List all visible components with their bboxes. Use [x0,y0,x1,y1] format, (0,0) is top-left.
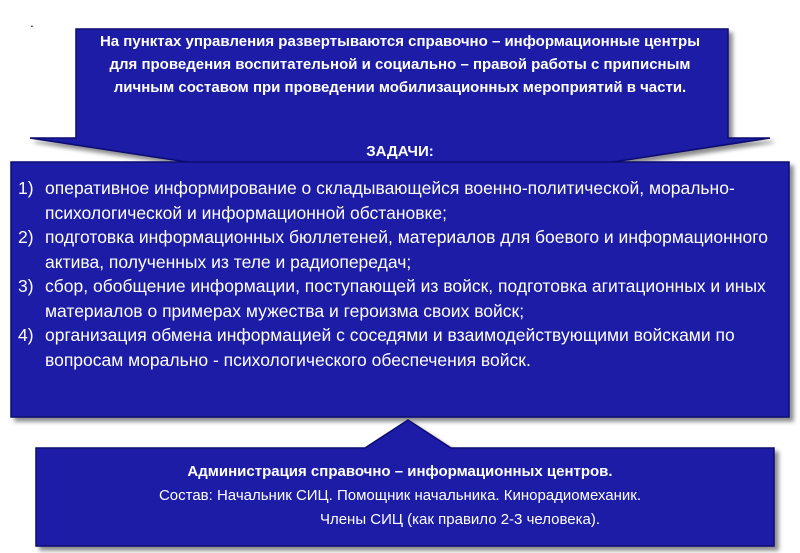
admin-staff: Состав: Начальник СИЦ. Помощник начальника. Кинорадиомеханик. [158,487,642,504]
task-item-2 [18,225,778,274]
top-callout-text: На пунктах управления развертываются справочно – информационные центры для проведения воспитательной и социально – правой работы с приписным личным составом при проведении мобилизационных мероприятий в части. [99,33,701,96]
task-number: 3) [18,276,34,296]
task-item-3 [18,274,778,323]
tasks-title: ЗАДАЧИ: [366,143,434,160]
task-number: 1) [18,178,34,198]
task-text: организация обмена информацией с соседями и взаимодействующими войсками по вопросам морально - психологического обеспечения войск. [45,325,735,370]
task-text: сбор, обобщение информации, поступающей из войск, подготовка агитационных и иных материалов о примерах мужества и героизма своих войск; [45,276,766,321]
task-number: 2) [18,227,34,247]
tasks-list [18,176,778,372]
task-item-1 [18,176,778,225]
admin-title: Администрация справочно – информационных центров. [187,463,613,480]
stray-dot: . [30,14,34,30]
task-text: оперативное информирование о складывающейся военно-политической, морально-психологической и информационной обстановке; [45,178,735,223]
task-number: 4) [18,325,34,345]
task-text: подготовка информационных бюллетеней, материалов для боевого и информационного актива, полученных из теле и радиопередач; [45,227,768,272]
task-item-4 [18,323,778,372]
admin-members: Члены СИЦ (как правило 2-3 человека). [319,511,601,528]
